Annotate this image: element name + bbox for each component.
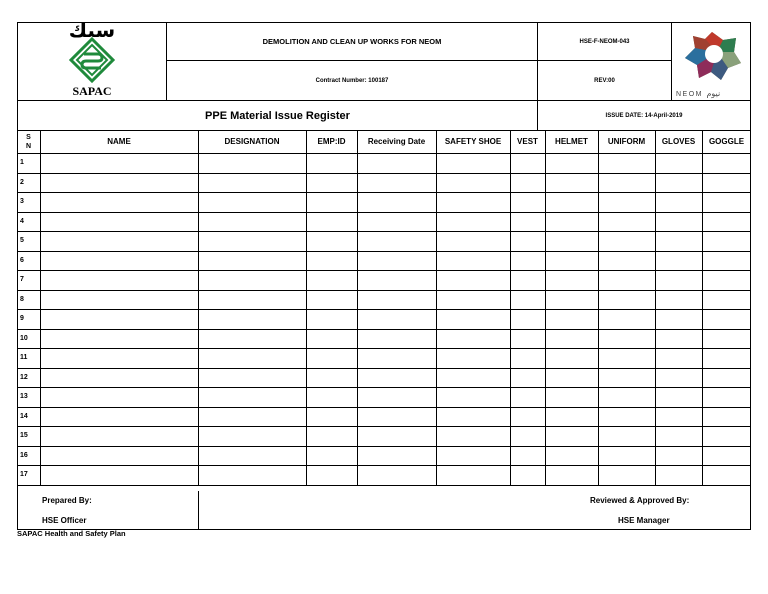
table-cell[interactable]	[599, 310, 654, 328]
column-header: EMP:ID	[317, 137, 346, 146]
table-cell[interactable]	[511, 193, 544, 211]
table-cell[interactable]	[199, 369, 305, 387]
outer-bottom-border	[17, 529, 751, 530]
table-cell[interactable]	[307, 330, 356, 348]
column-header: Receiving Date	[367, 137, 426, 146]
table-cell[interactable]	[307, 408, 356, 426]
table-cell[interactable]	[307, 193, 356, 211]
table-cell[interactable]	[358, 330, 435, 348]
table-cell[interactable]	[307, 252, 356, 270]
ppe-register-form	[17, 18, 751, 529]
table-cell[interactable]	[511, 466, 544, 484]
table-cell[interactable]	[199, 330, 305, 348]
table-cell[interactable]	[656, 349, 701, 367]
table-cell[interactable]	[546, 427, 597, 445]
table-cell[interactable]	[656, 369, 701, 387]
table-cell[interactable]	[199, 427, 305, 445]
table-cell[interactable]	[656, 388, 701, 406]
table-cell[interactable]	[41, 330, 197, 348]
table-cell[interactable]	[511, 330, 544, 348]
table-cell[interactable]	[358, 213, 435, 231]
neom-emblem-icon	[681, 30, 743, 82]
project-title: DEMOLITION AND CLEAN UP WORKS FOR NEOM	[262, 37, 442, 46]
table-cell[interactable]	[199, 213, 305, 231]
table-cell[interactable]	[41, 154, 197, 172]
table-cell[interactable]	[437, 310, 509, 328]
table-cell[interactable]	[437, 174, 509, 192]
table-cell[interactable]	[656, 271, 701, 289]
contract-number: Contract Number: 100187	[315, 77, 389, 84]
table-cell[interactable]	[307, 291, 356, 309]
prepared-by-label: Prepared By:	[42, 496, 92, 505]
table-cell[interactable]	[199, 154, 305, 172]
table-cell[interactable]	[703, 252, 750, 270]
sn-header-part: S	[26, 133, 31, 141]
partner-arabic: نيوم	[706, 89, 721, 98]
table-cell[interactable]	[41, 232, 197, 250]
table-cell[interactable]	[199, 447, 305, 465]
table-cell[interactable]	[546, 174, 597, 192]
table-cell[interactable]	[656, 408, 701, 426]
table-cell[interactable]	[41, 408, 197, 426]
table-cell[interactable]	[703, 291, 750, 309]
table-cell[interactable]	[41, 310, 197, 328]
table-cell[interactable]	[511, 349, 544, 367]
table-cell[interactable]	[703, 154, 750, 172]
table-cell[interactable]	[599, 447, 654, 465]
table-cell[interactable]	[358, 310, 435, 328]
table-cell[interactable]	[437, 408, 509, 426]
row-number: 5	[20, 237, 24, 245]
table-cell[interactable]	[437, 388, 509, 406]
table-cell[interactable]	[599, 349, 654, 367]
table-cell[interactable]	[511, 232, 544, 250]
sapac-emblem-icon	[69, 37, 115, 83]
column-header: NAME	[107, 137, 131, 146]
table-cell[interactable]	[546, 369, 597, 387]
form-code: HSE-F-NEOM-043	[579, 38, 630, 45]
table-cell[interactable]	[358, 271, 435, 289]
column-header: GOGGLE	[708, 137, 745, 146]
partner-name	[676, 89, 720, 98]
revision: REV:00	[594, 77, 615, 84]
table-cell[interactable]	[511, 427, 544, 445]
table-cell[interactable]	[41, 369, 197, 387]
table-cell[interactable]	[307, 388, 356, 406]
table-cell[interactable]	[511, 252, 544, 270]
table-cell[interactable]	[199, 174, 305, 192]
table-cell[interactable]	[437, 232, 509, 250]
table-cell[interactable]	[599, 408, 654, 426]
table-cell[interactable]	[599, 193, 654, 211]
table-cell[interactable]	[599, 388, 654, 406]
table-cell[interactable]	[511, 291, 544, 309]
table-cell[interactable]	[511, 174, 544, 192]
table-cell[interactable]	[41, 291, 197, 309]
table-cell[interactable]	[703, 174, 750, 192]
table-cell[interactable]	[358, 154, 435, 172]
issue-date: ISSUE DATE: 14-April-2019	[605, 112, 683, 119]
row-number: 8	[20, 295, 24, 303]
column-header: VEST	[517, 137, 538, 146]
table-cell[interactable]	[199, 408, 305, 426]
table-cell[interactable]	[599, 330, 654, 348]
table-cell[interactable]	[41, 252, 197, 270]
table-cell[interactable]	[511, 310, 544, 328]
row-number: 2	[20, 178, 24, 186]
row-line	[17, 485, 751, 486]
table-cell[interactable]	[437, 330, 509, 348]
table-cell[interactable]	[511, 271, 544, 289]
table-cell[interactable]	[199, 271, 305, 289]
table-cell[interactable]	[437, 252, 509, 270]
row-number: 16	[20, 451, 28, 459]
table-cell[interactable]	[437, 193, 509, 211]
table-cell[interactable]	[656, 252, 701, 270]
table-cell[interactable]	[703, 349, 750, 367]
table-cell[interactable]	[703, 466, 750, 484]
table-cell[interactable]	[307, 369, 356, 387]
table-cell[interactable]	[437, 427, 509, 445]
table-cell[interactable]	[546, 310, 597, 328]
table-cell[interactable]	[437, 291, 509, 309]
register-title: PPE Material Issue Register	[205, 109, 350, 122]
table-cell[interactable]	[599, 427, 654, 445]
table-cell[interactable]	[703, 330, 750, 348]
table-cell[interactable]	[599, 174, 654, 192]
table-cell[interactable]	[703, 213, 750, 231]
table-cell[interactable]	[599, 291, 654, 309]
table-cell[interactable]	[307, 427, 356, 445]
table-cell[interactable]	[656, 232, 701, 250]
table-cell[interactable]	[358, 408, 435, 426]
table-cell[interactable]	[599, 466, 654, 484]
table-cell[interactable]	[437, 447, 509, 465]
table-cell[interactable]	[307, 310, 356, 328]
document-note: SAPAC Health and Safety Plan	[17, 529, 126, 538]
table-cell[interactable]	[41, 213, 197, 231]
table-cell[interactable]	[656, 466, 701, 484]
table-cell[interactable]	[437, 213, 509, 231]
table-cell[interactable]	[703, 388, 750, 406]
table-cell[interactable]	[546, 466, 597, 484]
table-cell[interactable]	[546, 408, 597, 426]
table-cell[interactable]	[41, 427, 197, 445]
table-cell[interactable]	[599, 154, 654, 172]
sn-header	[17, 130, 40, 153]
row-number: 17	[20, 471, 28, 479]
table-cell[interactable]	[511, 213, 544, 231]
approved-by-role: HSE Manager	[618, 516, 670, 525]
table-cell[interactable]	[199, 466, 305, 484]
table-cell[interactable]	[199, 232, 305, 250]
table-cell[interactable]	[546, 349, 597, 367]
table-cell[interactable]	[307, 232, 356, 250]
table-cell[interactable]	[511, 447, 544, 465]
row-number: 1	[20, 159, 24, 167]
table-cell[interactable]	[703, 369, 750, 387]
column-header: HELMET	[555, 137, 588, 146]
table-cell[interactable]	[307, 447, 356, 465]
table-cell[interactable]	[703, 232, 750, 250]
table-cell[interactable]	[656, 330, 701, 348]
table-cell[interactable]	[656, 193, 701, 211]
row-number: 4	[20, 217, 24, 225]
sn-header-part: N	[25, 142, 32, 150]
row-number: 15	[20, 432, 28, 440]
table-cell[interactable]	[437, 466, 509, 484]
table-cell[interactable]	[546, 291, 597, 309]
prepared-by-role: HSE Officer	[42, 516, 87, 525]
table-cell[interactable]	[199, 349, 305, 367]
table-cell[interactable]	[358, 388, 435, 406]
table-cell[interactable]	[546, 154, 597, 172]
table-cell[interactable]	[656, 447, 701, 465]
company-arabic-name: سبك	[68, 18, 116, 42]
table-cell[interactable]	[599, 369, 654, 387]
table-cell[interactable]	[599, 271, 654, 289]
table-cell[interactable]	[599, 252, 654, 270]
table-cell[interactable]	[703, 310, 750, 328]
table-cell[interactable]	[199, 291, 305, 309]
table-cell[interactable]	[511, 154, 544, 172]
table-cell[interactable]	[41, 174, 197, 192]
table-cell[interactable]	[546, 388, 597, 406]
partner-latin: NEOM	[676, 91, 703, 98]
row-number: 14	[20, 412, 28, 420]
table-cell[interactable]	[307, 349, 356, 367]
table-cell[interactable]	[307, 213, 356, 231]
table-cell[interactable]	[307, 466, 356, 484]
table-cell[interactable]	[358, 252, 435, 270]
table-cell[interactable]	[358, 349, 435, 367]
table-cell[interactable]	[41, 271, 197, 289]
table-cell[interactable]	[511, 388, 544, 406]
row-number: 11	[20, 354, 28, 362]
table-cell[interactable]	[437, 349, 509, 367]
table-cell[interactable]	[41, 466, 197, 484]
neom-logo	[672, 23, 750, 100]
row-number: 13	[20, 393, 28, 401]
table-cell[interactable]	[41, 447, 197, 465]
company-name: SAPAC	[72, 84, 112, 98]
table-cell[interactable]	[546, 447, 597, 465]
table-cell[interactable]	[41, 388, 197, 406]
table-cell[interactable]	[703, 408, 750, 426]
table-cell[interactable]	[546, 271, 597, 289]
table-cell[interactable]	[546, 213, 597, 231]
table-cell[interactable]	[199, 310, 305, 328]
table-cell[interactable]	[656, 310, 701, 328]
table-cell[interactable]	[546, 193, 597, 211]
table-cell[interactable]	[703, 271, 750, 289]
table-cell[interactable]	[546, 330, 597, 348]
column-header: GLOVES	[661, 137, 696, 146]
table-cell[interactable]	[358, 232, 435, 250]
table-cell[interactable]	[358, 193, 435, 211]
ppe-table	[17, 130, 751, 494]
row-number: 12	[20, 373, 28, 381]
table-cell[interactable]	[703, 427, 750, 445]
table-cell[interactable]	[599, 213, 654, 231]
column-header: SAFETY SHOE	[444, 137, 502, 146]
column-header: DESIGNATION	[224, 137, 280, 146]
row-number: 6	[20, 256, 24, 264]
table-cell[interactable]	[358, 174, 435, 192]
row-number: 9	[20, 315, 24, 323]
table-cell[interactable]	[358, 427, 435, 445]
table-cell[interactable]	[307, 174, 356, 192]
table-cell[interactable]	[358, 291, 435, 309]
row-number: 7	[20, 276, 24, 284]
table-cell[interactable]	[599, 232, 654, 250]
table-cell[interactable]	[656, 213, 701, 231]
table-cell[interactable]	[437, 154, 509, 172]
table-cell[interactable]	[199, 193, 305, 211]
table-cell[interactable]	[437, 369, 509, 387]
table-cell[interactable]	[703, 447, 750, 465]
table-cell[interactable]	[703, 193, 750, 211]
table-cell[interactable]	[656, 291, 701, 309]
row-number: 10	[20, 334, 28, 342]
table-cell[interactable]	[358, 369, 435, 387]
table-cell[interactable]	[546, 232, 597, 250]
table-cell[interactable]	[511, 408, 544, 426]
table-cell[interactable]	[307, 154, 356, 172]
column-header: UNIFORM	[607, 137, 646, 146]
table-cell[interactable]	[41, 193, 197, 211]
table-cell[interactable]	[199, 388, 305, 406]
table-cell[interactable]	[41, 349, 197, 367]
table-cell[interactable]	[511, 369, 544, 387]
approved-by-label: Reviewed & Approved By:	[590, 496, 690, 505]
sapac-logo	[37, 18, 147, 100]
table-cell[interactable]	[358, 466, 435, 484]
table-cell[interactable]	[656, 427, 701, 445]
table-cell[interactable]	[358, 447, 435, 465]
table-cell[interactable]	[546, 252, 597, 270]
table-cell[interactable]	[437, 271, 509, 289]
row-number: 3	[20, 198, 24, 206]
table-cell[interactable]	[199, 252, 305, 270]
footer-divider	[198, 491, 199, 529]
table-cell[interactable]	[656, 154, 701, 172]
table-cell[interactable]	[656, 174, 701, 192]
table-cell[interactable]	[307, 271, 356, 289]
